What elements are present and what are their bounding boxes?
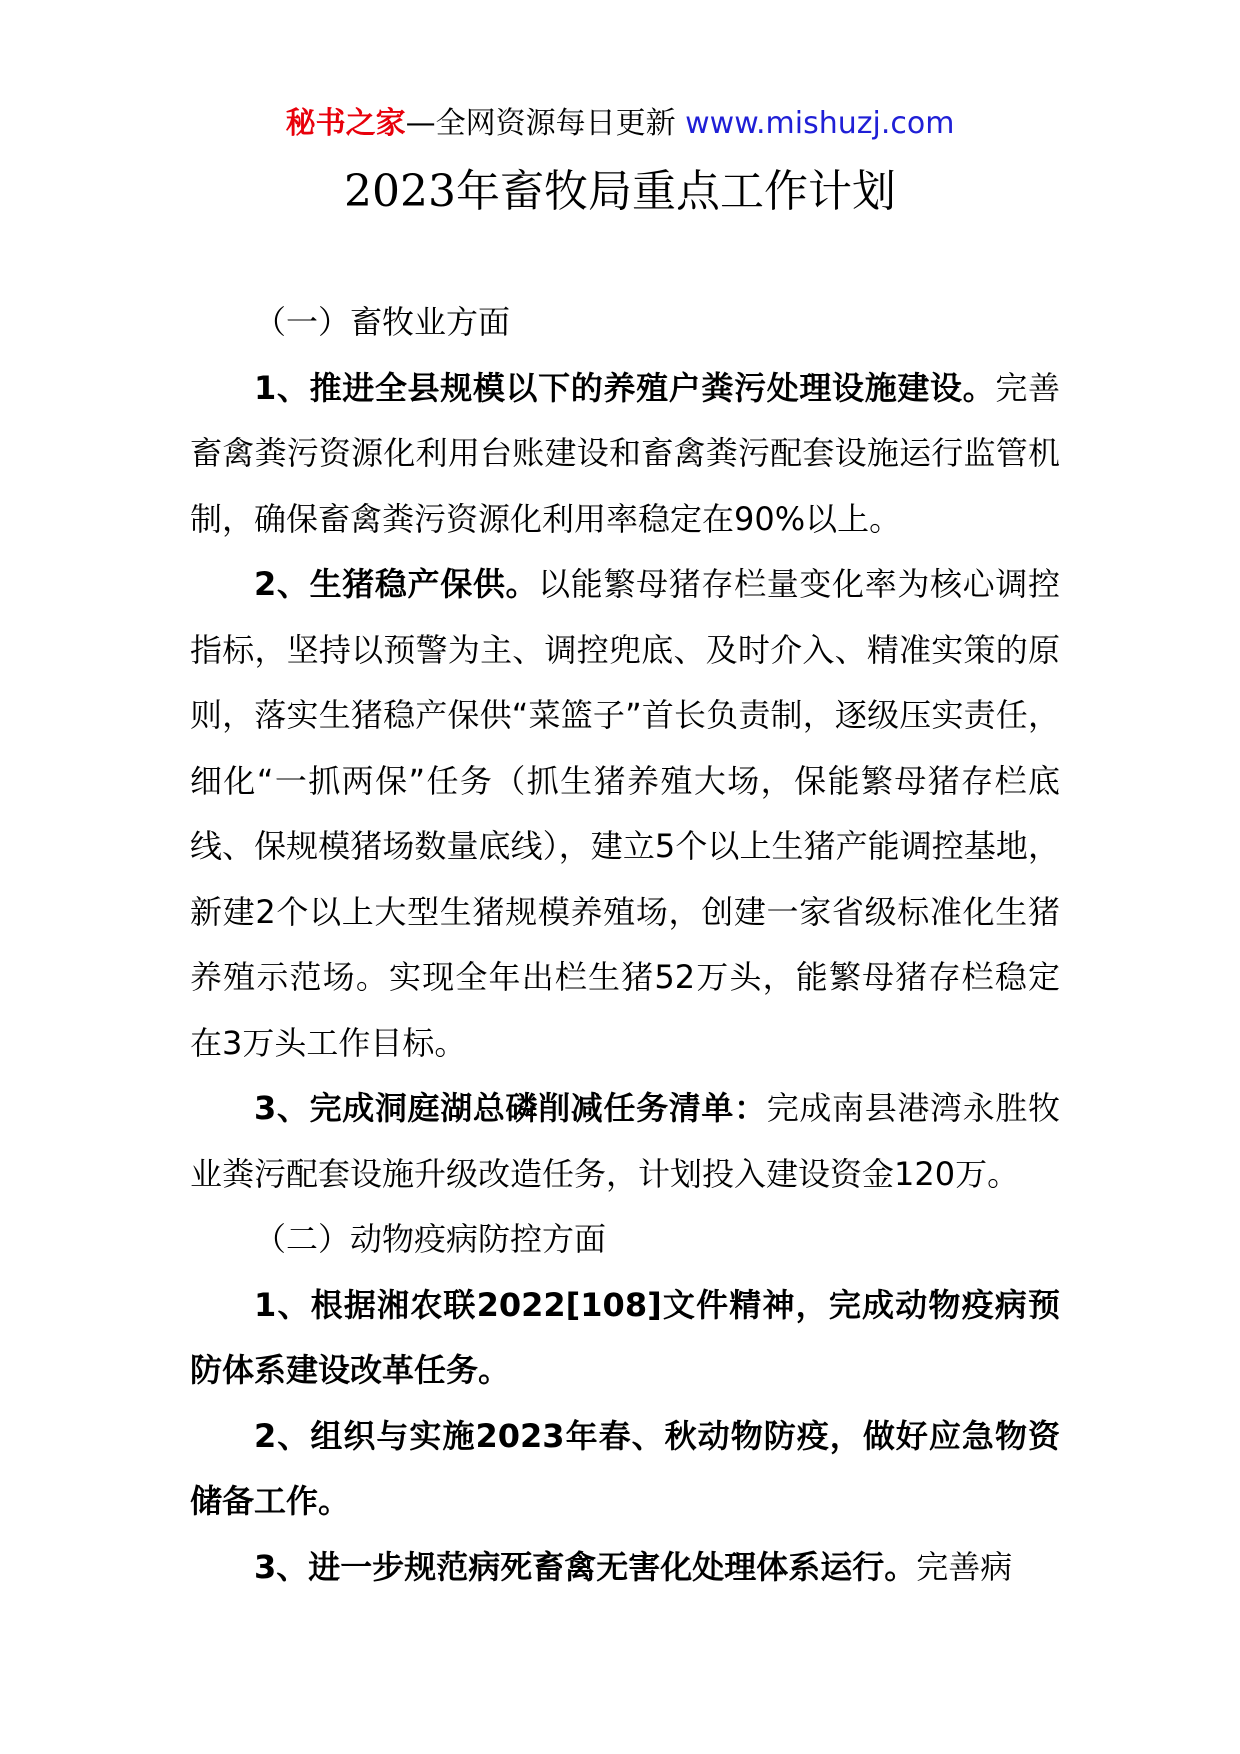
item-lead: 2、生猪稳产保供。 bbox=[254, 565, 539, 603]
item-text: 完善畜禽粪污资源化利用台账建设和畜禽粪污配套设施运行监管机制，确保畜禽粪污资源化利用率稳定在90%以上。 bbox=[190, 368, 1060, 538]
banner-tagline: —全网资源每日更新 bbox=[405, 106, 686, 141]
item-text: 完成南县港湾永胜牧业粪污配套设施升级改造任务，计划投入建设资金120万。 bbox=[190, 1089, 1060, 1193]
list-item bbox=[190, 1273, 1060, 1404]
list-item bbox=[190, 1076, 1060, 1207]
list-item bbox=[190, 1404, 1060, 1535]
item-text: 完善病 bbox=[916, 1547, 1013, 1586]
document-title: 2023年畜牧局重点工作计划 bbox=[344, 166, 896, 217]
site-banner bbox=[0, 104, 1240, 144]
site-url-link[interactable]: www.mishuzj.com bbox=[685, 106, 955, 141]
item-lead: 3、完成洞庭湖总磷削减任务清单： bbox=[254, 1089, 767, 1127]
item-lead: 3、进一步规范病死畜禽无害化处理体系运行。 bbox=[254, 1547, 917, 1586]
item-text: 以能繁母猪存栏量变化率为核心调控指标，坚持以预警为主、调控兜底、及时介入、精准实策的原则，落实生猪稳产保供“菜篮子”首长负责制，逐级压实责任，细化“一抓两保”任务（抓生猪养殖大场，保能繁母猪存栏底线、保规模猪场数量底线），建立5个以上生猪产能调控基地，新建2个以上大型生猪规模养殖场，创建一家省级标准化生猪养殖示范场。实现全年出栏生猪52万头，能繁母猪存栏稳定在3万头工作目标。 bbox=[190, 565, 1060, 1062]
item-lead: 2、组织与实施2023年春、秋动物防疫，做好应急物资储备工作。 bbox=[190, 1416, 1060, 1520]
item-lead: 1、根据湘农联2022[108]文件精神，完成动物疫病预防体系建设改革任务。 bbox=[190, 1285, 1060, 1389]
list-item bbox=[190, 356, 1060, 553]
list-item bbox=[190, 1535, 1060, 1601]
list-item bbox=[190, 552, 1060, 1076]
section-heading: （一）畜牧业方面 bbox=[254, 303, 511, 341]
document-body bbox=[190, 290, 1060, 1600]
item-lead: 1、推进全县规模以下的养殖户粪污处理设施建设。 bbox=[254, 368, 996, 407]
section-heading: （二）动物疫病防控方面 bbox=[254, 1220, 607, 1258]
brand-name: 秘书之家 bbox=[285, 106, 406, 141]
